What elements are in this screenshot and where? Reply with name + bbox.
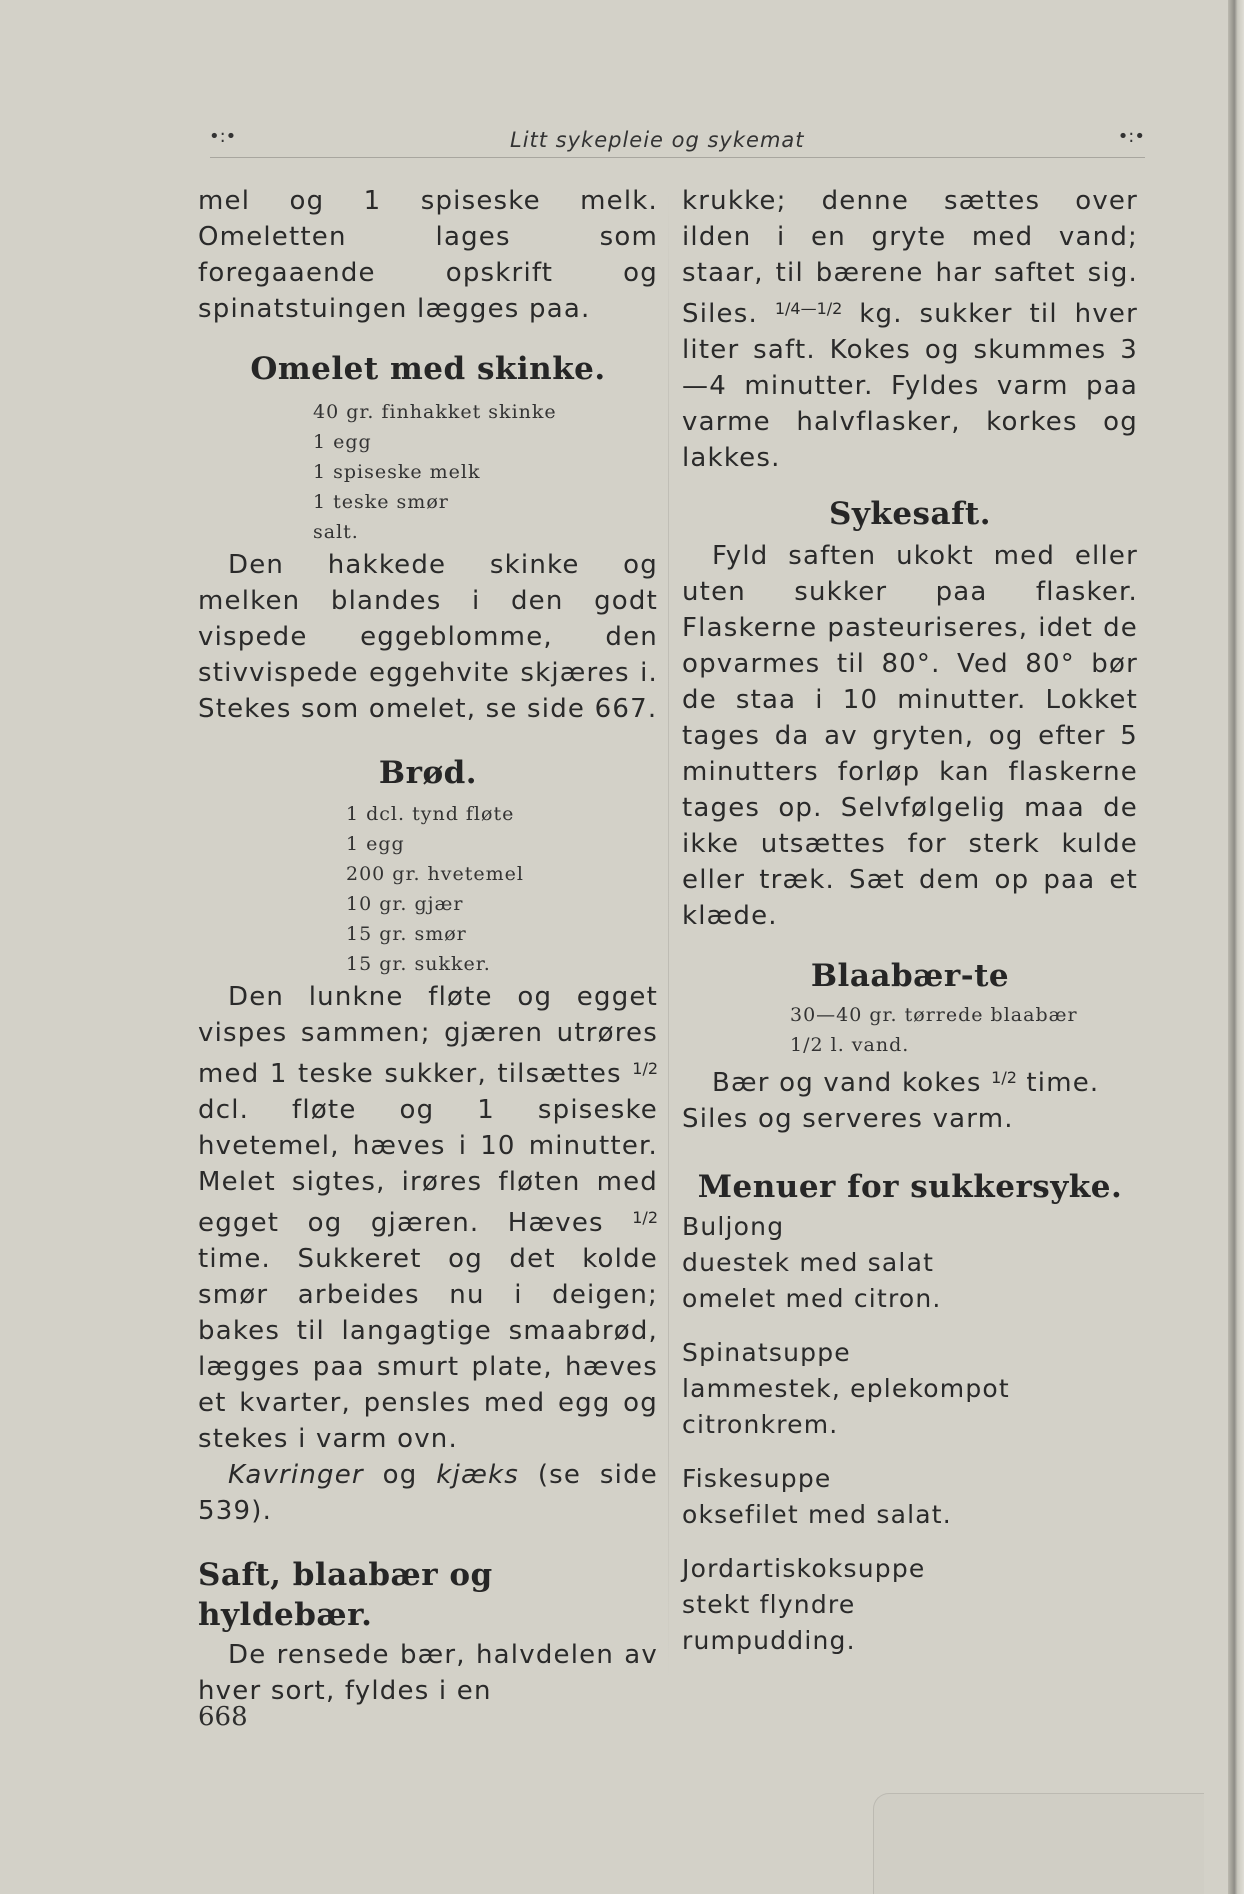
menu-line: oksefilet med salat. [682,1500,952,1529]
ingredient-list-omelet [198,397,658,547]
method-text: krukke; denne sættes over ilden i en gryte med vand; staar, til bærene har saftet sig. Siles. [682,186,1138,329]
ingredient-item: 40 gr. finhakket skinke [313,401,557,423]
book-edge [1228,0,1244,1894]
page-corner-fold [873,1793,1204,1894]
ornament-right-icon: •:• [1117,126,1145,147]
italic-term: Kavringer [228,1460,364,1490]
menu-line: Fiskesuppe [682,1464,832,1493]
ingredient-item: 1 egg [313,431,372,453]
fraction: 1/2 [632,1208,658,1227]
right-column [682,183,1138,1659]
ingredient-item: 1/2 l. vand. [790,1034,910,1056]
recipe-method-bread [198,979,658,1457]
method-text: kg. sukker til hver liter saft. Kokes og skummes 3—4 minutter. Fyldes varm paa varme halvflasker, korkes og lakkes. [682,299,1139,473]
menu-line: stekt flyndre [682,1590,856,1619]
running-header [205,128,1145,154]
fraction: 1/4—1/2 [774,299,843,318]
cross-reference-note [198,1457,658,1529]
menu-heading: Menuer for sukkersyke. [697,1169,1123,1205]
recipe-method-juice-continued [682,183,1138,476]
recipe-heading-blueberry-tea: Blaabær-te [810,958,1010,994]
header-rule [210,157,1145,158]
continuation-paragraph: mel og 1 spiseske melk. Omeletten lages som foregaaende opskrift og spinatstuingen lægges paa. [198,186,658,324]
ingredient-list-bread [198,799,658,979]
menu-line: Jordartiskoksuppe [682,1554,926,1583]
recipe-method-juice-start: De rensede bær, halvdelen av hver sort, fyldes i en [198,1640,658,1706]
method-text: dcl. fløte og 1 spiseske hvetemel, hæves i 10 minutter. Melet sigtes, irøres fløten med egget og gjæren. Hæves [198,1095,658,1238]
method-text: Bær og vand kokes [712,1068,982,1098]
fraction: 1/2 [991,1068,1017,1087]
menu-group-4 [682,1551,1138,1659]
recipe-heading-omelet: Omelet med skinke. [250,351,606,387]
ingredient-item: 1 dcl. tynd fløte [346,803,515,825]
ingredient-item: 30—40 gr. tørrede blaabær [790,1004,1078,1026]
fraction: 1/2 [632,1059,659,1078]
menu-line: citronkrem. [682,1410,839,1439]
left-column [198,183,658,1709]
ingredient-item: salt. [313,521,359,543]
menu-line: Buljong [682,1212,785,1241]
menu-line: Spinatsuppe [682,1338,851,1367]
italic-term: kjæks [436,1460,520,1490]
ingredient-item: 15 gr. smør [346,923,467,945]
menu-line: omelet med citron. [682,1284,942,1313]
ingredient-item: 1 egg [346,833,405,855]
page-number: 668 [198,1702,248,1732]
column-divider [668,190,669,1680]
recipe-method-omelet: Den hakkede skinke og melken blandes i den godt vispede eggeblomme, den stivvispede eggehvite skjæres i. Stekes som omelet, se side 667. [198,550,658,724]
note-reference: (se side 539). [198,1460,659,1526]
menu-group-2 [682,1335,1138,1443]
ingredient-item: 10 gr. gjær [346,893,464,915]
method-text: time. Sukkeret og det kolde smør arbeides nu i deigen; bakes til langagtige smaabrød, lægges paa smurt plate, hæves et kvarter, pensles med egg og stekes i varm ovn. [198,1244,658,1454]
recipe-method-sykesaft: Fyld saften ukokt med eller uten sukker paa flasker. Flaskerne pasteuriseres, idet de opvarmes til 80°. Ved 80° bør de staa i 10 minutter. Lokket tages da av gryten, og efter 5 minutters forløp kan flaskerne tages op. Selvfølgelig maa de ikke utsættes for sterk kulde eller træk. Sæt dem op paa et klæde. [682,541,1138,931]
ingredient-item: 1 spiseske melk [313,461,481,483]
recipe-heading-sykesaft: Sykesaft. [828,496,992,532]
menu-line: lammestek, eplekompot [682,1374,1010,1403]
ingredient-list-blueberry-tea [682,1000,1138,1060]
note-connector: og [382,1460,418,1490]
ingredient-item: 1 teske smør [313,491,449,513]
ornament-left-icon: •:• [209,126,237,147]
ingredient-item: 200 gr. hvetemel [346,863,524,885]
method-text: Den lunkne fløte og egget vispes sammen; gjæren utrøres med 1 teske sukker, tilsættes [198,982,658,1089]
running-header-title: Litt sykepleie og sykemat [510,128,805,152]
menu-line: duestek med salat [682,1248,935,1277]
ingredient-item: 15 gr. sukker. [346,953,491,975]
menu-group-3 [682,1461,1138,1533]
recipe-heading-bread: Brød. [378,755,478,791]
recipe-heading-juice: Saft, blaabær og hyldebær. [198,1557,493,1633]
menu-line: rumpudding. [682,1626,856,1655]
method-text: time. Siles og serveres varm. [682,1068,1100,1134]
menu-group-1 [682,1209,1138,1317]
recipe-method-blueberry-tea [682,1060,1138,1137]
